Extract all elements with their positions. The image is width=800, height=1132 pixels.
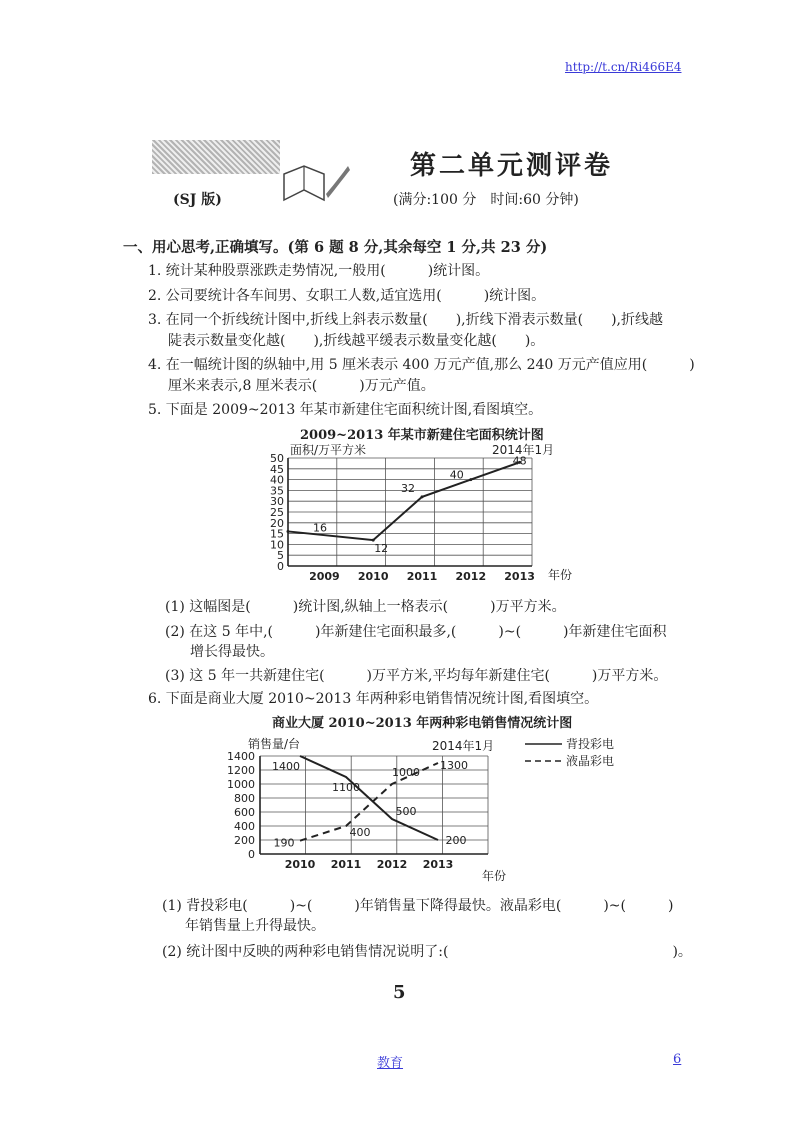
chart1-ytick-label: 30 (270, 495, 284, 509)
legend-rear-projection-label: 背投彩电 (566, 737, 615, 751)
question-2: 2. 公司要统计各车间男、女职工人数,适宜选用( )统计图。 (148, 288, 546, 304)
question-4-line-2: 厘米来表示,8 厘米表示( )万元产值。 (168, 378, 435, 394)
chart1-ytick-label: 10 (270, 538, 284, 552)
chart1-ytick-label: 35 (270, 484, 284, 498)
chart1-xlabel: 年份 (548, 568, 573, 582)
chart1-ytick-label: 25 (270, 506, 284, 519)
chart1-title: 2009~2013 年某市新建住宅面积统计图 (300, 428, 544, 443)
question-6-1-line-1: (1) 背投彩电( )~( )年销售量下降得最快。液晶彩电( )~( ) (162, 898, 674, 914)
page-title: 第二单元测评卷 (410, 151, 614, 181)
question-4-line-1: 4. 在一幅统计图的纵轴中,用 5 厘米表示 400 万元产值,那么 240 万元产值应用( ) (148, 357, 695, 373)
chart1-xtick-label: 2010 (357, 570, 389, 583)
question-3-line-2: 陡表示数量变化越( ),折线越平缓表示数量变化越( )。 (168, 333, 545, 349)
legend-lcd-label: 液晶彩电 (566, 754, 615, 768)
chart1-ytick-label: 0 (277, 560, 284, 573)
question-5: 5. 下面是 2009~2013 年某市新建住宅面积统计图,看图填空。 (148, 402, 543, 418)
chart2-data-label: 1400 (272, 760, 300, 773)
question-5-3: (3) 这 5 年一共新建住宅( )万平方米,平均每年新建住宅( )万平方米。 (165, 668, 668, 684)
chart2-ylabel: 销售量/台 (248, 737, 301, 751)
chart1-xtick-label: 2009 (309, 570, 340, 583)
chart2-data-label: 1000 (392, 766, 420, 779)
chart1-data-label: 40 (449, 468, 464, 482)
chart1-ytick-label: 45 (270, 462, 284, 476)
chart1-data-label: 32 (401, 481, 415, 495)
chart1-ytick-label: 5 (277, 549, 284, 563)
page-number: 5 (393, 982, 406, 1003)
chart1-data-label: 48 (512, 454, 527, 468)
chart2-data-label: 500 (395, 805, 417, 818)
chart2-xtick-label: 2011 (330, 858, 362, 871)
chart1-xtick-label: 2011 (406, 570, 438, 583)
book-quill-illustration (280, 160, 352, 208)
question-1: 1. 统计某种股票涨跌走势情况,一般用( )统计图。 (148, 263, 490, 279)
chart1-date-note: 2014年1月 (492, 443, 555, 457)
chart2-xtick-label: 2012 (376, 858, 408, 871)
chart2-title: 商业大厦 2010~2013 年两种彩电销售情况统计图 (272, 716, 573, 731)
chart2-data-label: 1300 (440, 759, 468, 772)
chart2-tv-sales (210, 732, 650, 890)
chart1-ytick-label: 40 (270, 473, 284, 487)
chart1-ytick-label: 50 (270, 452, 284, 465)
question-5-2-line-1: (2) 在这 5 年中,( )年新建住宅面积最多,( )~( )年新建住宅面积 (165, 624, 667, 640)
decorative-banner (152, 140, 280, 174)
edition-label: (SJ 版) (173, 192, 222, 208)
section-heading: 一、用心思考,正确填写。(第 6 题 8 分,其余每空 1 分,共 23 分) (123, 239, 548, 256)
chart1-data-label: 12 (374, 542, 389, 556)
chart2-xlabel: 年份 (482, 869, 507, 883)
chart2-date-note: 2014年1月 (432, 739, 495, 753)
chart2-ytick-label: 1400 (227, 750, 255, 763)
chart2-ytick-label: 600 (234, 806, 255, 819)
chart1-ytick-label: 15 (270, 527, 284, 541)
question-5-2-line-2: 增长得最快。 (190, 644, 274, 660)
chart2-data-label: 200 (445, 834, 467, 847)
question-6: 6. 下面是商业大厦 2010~2013 年两种彩电销售情况统计图,看图填空。 (148, 691, 599, 707)
chart1-housing-area (230, 440, 610, 590)
chart2-ytick-label: 1200 (227, 764, 255, 777)
source-url-link[interactable]: http://t.cn/Ri466E4 (565, 60, 682, 74)
chart1-data-label: 16 (313, 521, 327, 535)
chart2-data-label: 1100 (332, 781, 360, 794)
question-6-1-line-2: 年销售量上升得最快。 (185, 918, 325, 934)
exam-meta: (满分:100 分 时间:60 分钟) (393, 192, 579, 208)
chart1-ytick-label: 20 (270, 516, 284, 530)
question-3-line-1: 3. 在同一个折线统计图中,折线上斜表示数量( ),折线下滑表示数量( ),折线越 (148, 312, 664, 328)
chart2-xtick-label: 2010 (284, 858, 316, 871)
chart1-xtick-label: 2012 (455, 570, 487, 583)
chart1-data-point (469, 478, 472, 481)
chart1-data-point (287, 530, 290, 533)
chart2-xtick-label: 2013 (422, 858, 454, 871)
chart2-ytick-label: 800 (234, 792, 255, 805)
chart1-xtick-label: 2013 (504, 570, 535, 583)
edu-link[interactable]: 教育 (377, 1056, 404, 1071)
chart2-data-label: 400 (349, 826, 371, 839)
chart2-ytick-label: 400 (234, 820, 255, 833)
chart1-ylabel: 面积/万平方米 (290, 443, 367, 457)
question-5-1: (1) 这幅图是( )统计图,纵轴上一格表示( )万平方米。 (165, 599, 566, 615)
chart1-data-point (421, 495, 424, 498)
question-6-2: (2) 统计图中反映的两种彩电销售情况说明了:( )。 (162, 944, 692, 960)
right-page-link[interactable]: 6 (673, 1052, 682, 1067)
chart2-data-label: 190 (273, 836, 295, 850)
chart2-ytick-label: 0 (248, 848, 255, 861)
chart2-ytick-label: 200 (234, 834, 255, 847)
chart2-ytick-label: 1000 (227, 778, 255, 791)
